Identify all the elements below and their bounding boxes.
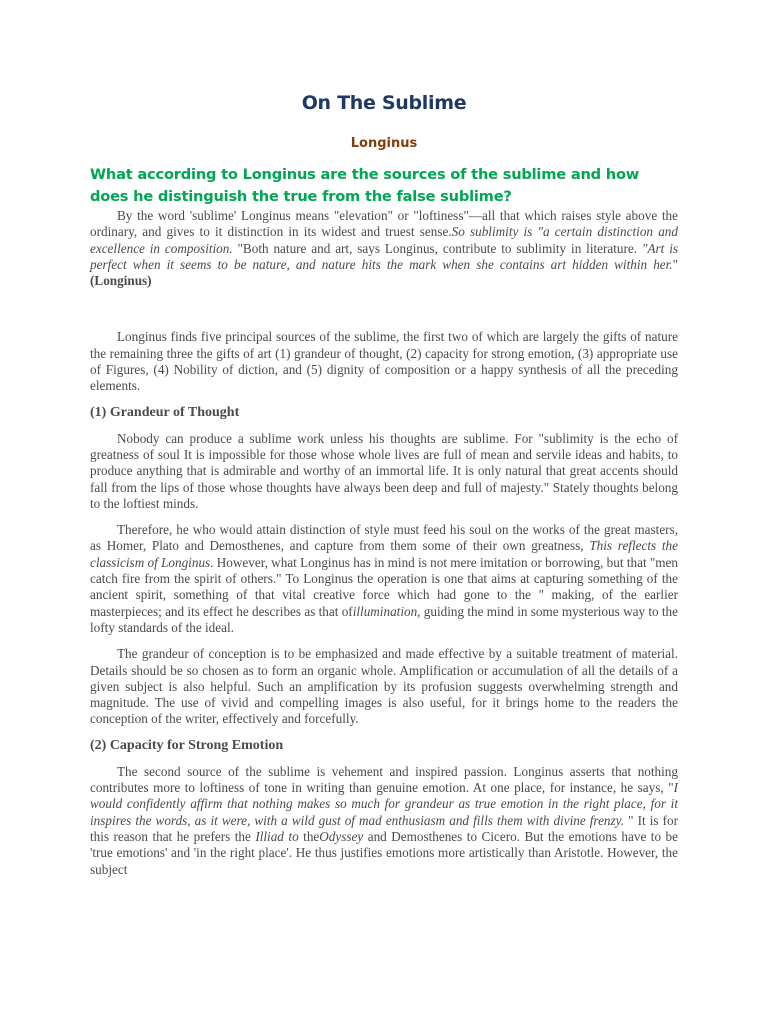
question-heading: What according to Longinus are the sources of the sublime and how does he distinguish the true from the false sublime? xyxy=(90,166,640,205)
text-run: the xyxy=(298,828,320,844)
text-run: The second source of the sublime is vehement and inspired passion. Longinus asserts that nothing contributes more to loftiness of tone in writing than genuine emotion. At one place, for instance, he says, " xyxy=(90,763,678,796)
italic-phrase: illumination, xyxy=(352,603,421,619)
paragraph-grandeur-2 xyxy=(90,522,678,636)
italic-quote: So sublimity is "a certain distinction and excellence in composition. xyxy=(90,224,678,256)
paragraph-grandeur-1: Nobody can produce a sublime work unless his thoughts are sublime. For "sublimity is the echo of greatness of soul It is impossible for those whose whole lives are full of mean and servile ideas and habits, to produce anything that is admirable and worthy of an immortal life. It is only natural that great accents should fall from the lips of those whose thoughts have always been deep and full of majesty." Stately thoughts belong to the loftiest minds. xyxy=(90,430,678,511)
text-run: " It is for this reason that he prefers the xyxy=(90,812,678,844)
document-page xyxy=(90,92,678,885)
paragraph-sources: Longinus finds five principal sources of the sublime, the first two of which are largely the gifts of nature the remaining three the gifts of art (1) grandeur of thought, (2) capacity for strong emotion, (3) appropriate use of Figures, (4) Nobility of diction, and (5) dignity of composition or a happy synthesis of all the preceding elements. xyxy=(90,329,678,394)
italic-quote: "Art is perfect when it seems to be nature, and nature hits the mark when she contains art hidden within her. xyxy=(90,240,678,272)
text-run: and Demosthenes to Cicero. But the emotions have to be 'true emotions' and 'in the right place'. He thus justifies emotions more artistically than Aristotle. However, the subject xyxy=(90,828,678,877)
text-run: " xyxy=(672,256,678,272)
section-heading-emotion: (2) Capacity for Strong Emotion xyxy=(90,737,284,753)
italic-phrase: This reflects the classicism of Longinus xyxy=(90,538,678,570)
text-run: "Both nature and art, says Longinus, contribute to sublimity in literature. xyxy=(232,240,642,256)
italic-phrase: to xyxy=(288,828,299,844)
italic-title: Illiad xyxy=(255,828,284,844)
text-run: By the word 'sublime' Longinus means "elevation" or "loftiness"—all that which raises style above the ordinary, and gives to it distinction in its widest and truest sense. xyxy=(90,208,678,240)
paragraph-emotion xyxy=(90,764,678,878)
text-run: Therefore, he who would attain distinction of style must feed his soul on the works of the great masters, as Homer, Plato and Demosthenes, and capture from them some of their own greatness, xyxy=(90,522,678,554)
paragraph-intro xyxy=(90,208,678,289)
attribution: (Longinus) xyxy=(90,273,152,289)
section-heading-grandeur: (1) Grandeur of Thought xyxy=(90,404,240,420)
paragraph-grandeur-3: The grandeur of conception is to be emphasized and made effective by a suitable treatment of material. Details should be so chosen as to form an organic whole. Amplification or accumulation of all the details of a given subject is also helpful. Such an amplification by its profusion suggests overwhelming strength and magnitude. The use of vivid and compelling images is also useful, for it brings home to the readers the conception of the writer, effectively and forcefully. xyxy=(90,646,678,727)
italic-quote: I would confidently affirm that nothing makes so much for grandeur as true emotion in the right place, for it inspires the words, as it were, with a wild gust of mad enthusiasm and fills them with divine frenzy. xyxy=(90,780,678,828)
text-run: guiding the mind in some mysterious way to the lofty standards of the ideal. xyxy=(90,603,679,635)
page-title: On The Sublime xyxy=(301,92,467,114)
italic-title: Odyssey xyxy=(319,828,364,844)
author-name: Longinus xyxy=(350,136,418,151)
text-run: . However, what Longinus has in mind is not mere imitation or borrowing, but that "men catch fire from the spirit of others." To Longinus the operation is one that aims at capturing something of the ancient spirit, something of that vital creative force which had gone to the " making, of the earlier masterpieces; and its effect he describes as that of xyxy=(90,554,678,619)
